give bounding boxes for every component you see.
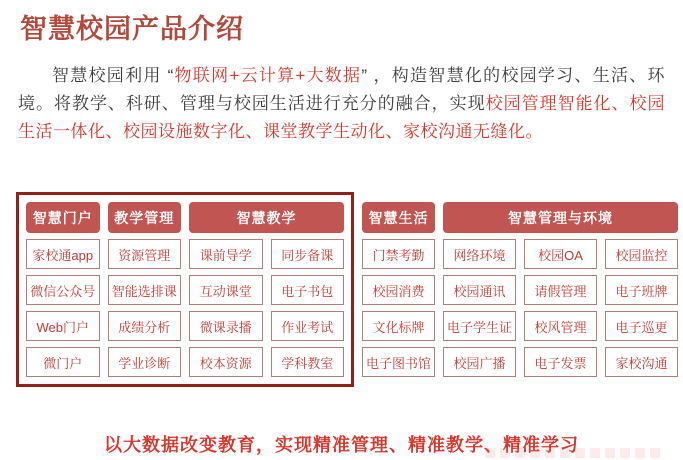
product-cell: 电子班牌 (605, 275, 678, 305)
product-cell: 学科教室 (271, 347, 345, 377)
intro-highlight-segment: 物联网+云计算+大数据 (173, 66, 362, 85)
product-cell: 互动课堂 (189, 275, 263, 305)
product-cell: 学业诊断 (108, 347, 182, 377)
header-teaching-management: 教学管理 (108, 202, 182, 233)
header-smart-portal: 智慧门户 (26, 202, 100, 233)
product-cell: 微课录播 (189, 311, 263, 341)
group-portal-and-teaching (16, 192, 354, 387)
product-cell: 校园通讯 (443, 275, 516, 305)
product-cell: 微门户 (26, 347, 100, 377)
product-cell: 校园监控 (605, 239, 678, 269)
intro-highlight-segment: 校园管理智能化、校园生活一体化、校园设施数字化、课堂教学生动化、家校沟通无缝化。 (18, 94, 666, 141)
product-cell: 成绩分析 (108, 311, 182, 341)
intro-text-segment: 智慧校园利用 “ (52, 66, 174, 85)
product-cell: 校园OA (524, 239, 597, 269)
watermark-smudge (485, 448, 665, 458)
product-cell: 智能选排课 (108, 275, 182, 305)
product-cell: 校园广播 (443, 347, 516, 377)
product-cell: 网络环境 (443, 239, 516, 269)
footer-slogan: 以大数据改变教育，实现精准管理、精准教学、精准学习 (104, 435, 579, 455)
intro-paragraph (18, 62, 665, 146)
intro-text-segment: ” ，构造智慧化的校园学习、生活、环境。将教学、科研、管理与校园生活进行充分的融合，实现 (18, 66, 666, 113)
group-grid (362, 202, 678, 377)
product-cell: 文化标牌 (362, 311, 435, 341)
product-cell: 校本资源 (189, 347, 263, 377)
product-cell: Web门户 (26, 311, 100, 341)
product-cell: 家校沟通 (605, 347, 678, 377)
product-cell: 电子发票 (524, 347, 597, 377)
product-cell: 资源管理 (108, 239, 182, 269)
product-cell: 校风管理 (524, 311, 597, 341)
product-matrix (16, 192, 678, 387)
header-smart-life: 智慧生活 (362, 202, 435, 233)
group-grid (26, 202, 344, 377)
product-cell: 微信公众号 (26, 275, 100, 305)
product-cell: 电子巡更 (605, 311, 678, 341)
product-cell: 作业考试 (271, 311, 345, 341)
header-smart-management-environment: 智慧管理与环境 (443, 202, 678, 233)
product-cell: 电子学生证 (443, 311, 516, 341)
page-title: 智慧校园产品介绍 (20, 14, 244, 44)
product-cell: 电子书包 (271, 275, 345, 305)
group-life-and-management (362, 192, 678, 377)
product-cell: 校园消费 (362, 275, 435, 305)
product-cell: 门禁考勤 (362, 239, 435, 269)
product-cell: 电子图书馆 (362, 347, 435, 377)
product-cell: 家校通app (26, 239, 100, 269)
header-smart-teaching: 智慧教学 (189, 202, 344, 233)
product-cell: 同步备课 (271, 239, 345, 269)
product-cell: 请假管理 (524, 275, 597, 305)
product-cell: 课前导学 (189, 239, 263, 269)
